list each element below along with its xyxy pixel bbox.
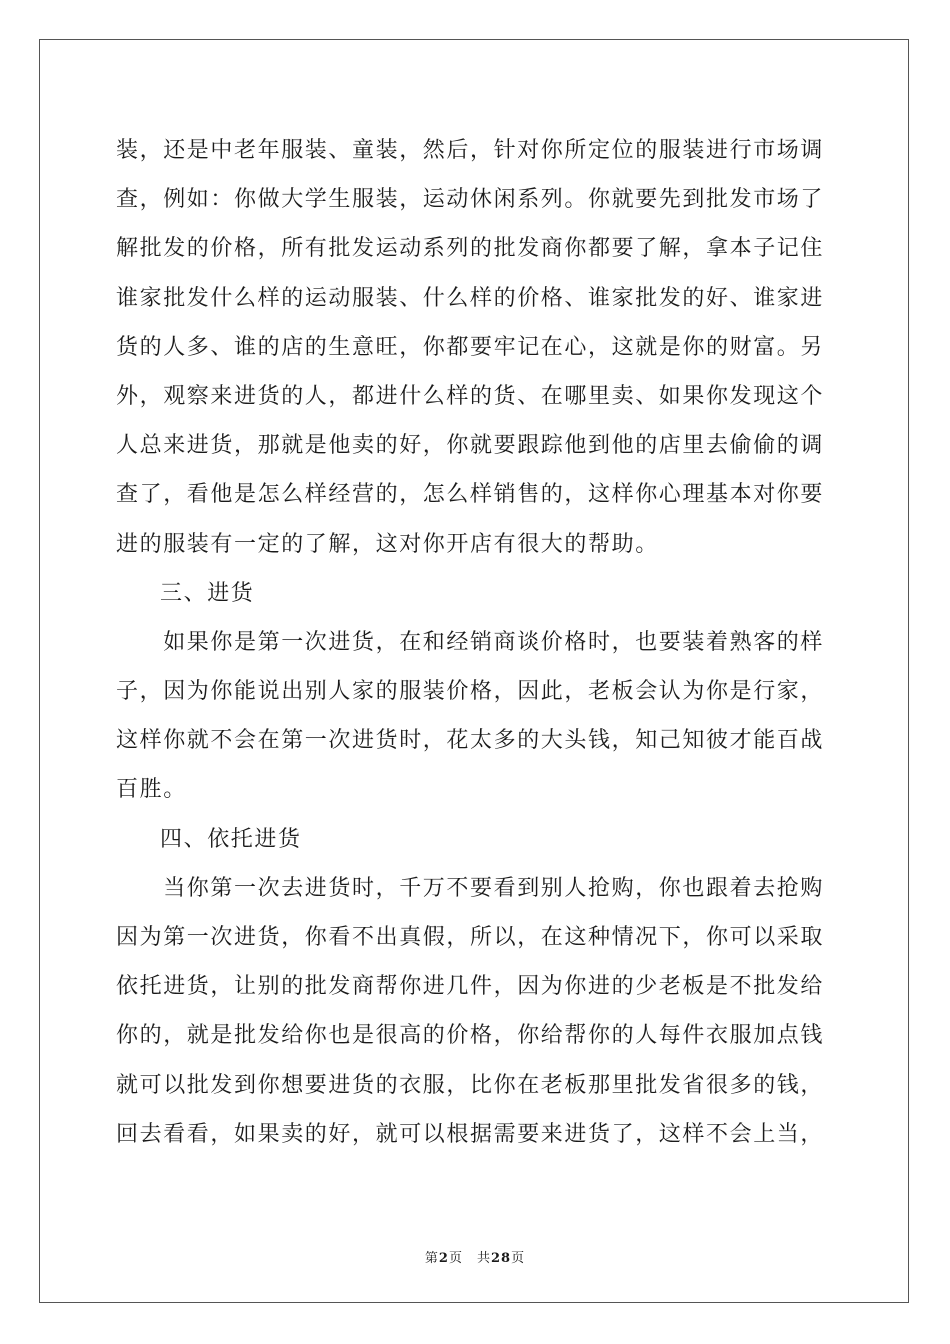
- text-line: 如果你是第一次进货，在和经销商谈价格时，也要装着熟客的样: [116, 629, 825, 655]
- text-line: 装，还是中老年服装、童装，然后，针对你所定位的服装进行市场调: [116, 138, 825, 163]
- text-line: 谁家批发什么样的运动服装、什么样的价格、谁家批发的好、谁家进: [116, 285, 825, 311]
- text-line: 你的，就是批发给你也是很高的价格，你给帮你的人每件衣服加点钱: [116, 1023, 825, 1049]
- text-line: 解批发的价格，所有批发运动系列的批发商你都要了解，拿本子记住: [116, 236, 825, 262]
- text-line: 就可以批发到你想要进货的衣服，比你在老板那里批发省很多的钱，: [116, 1072, 825, 1098]
- text-line: 外，观察来进货的人，都进什么样的货、在哪里卖、如果你发现这个: [116, 383, 825, 409]
- text-line: 依托进货，让别的批发商帮你进几件，因为你进的少老板是不批发给: [116, 974, 825, 1000]
- page-number: 2: [438, 1251, 449, 1266]
- section-heading: 三、进货: [160, 580, 255, 606]
- text-line: 当你第一次去进货时，千万不要看到别人抢购，你也跟着去抢购: [116, 875, 825, 901]
- total-prefix: 共: [476, 1251, 491, 1266]
- document-body: [116, 131, 836, 1164]
- text-line: 查，例如：你做大学生服装，运动休闲系列。你就要先到批发市场了: [116, 187, 825, 213]
- text-line: 查了，看他是怎么样经营的，怎么样销售的，这样你心理基本对你要: [116, 482, 825, 508]
- text-line: 人总来进货，那就是他卖的好，你就要跟踪他到他的店里去偷偷的调: [116, 433, 825, 459]
- text-line: 子，因为你能说出别人家的服装价格，因此，老板会认为你是行家，: [116, 679, 825, 705]
- text-line: 回去看看，如果卖的好，就可以根据需要来进货了，这样不会上当，: [116, 1121, 825, 1147]
- section-heading: 四、依托进货: [160, 826, 302, 852]
- page-prefix: 第: [424, 1251, 439, 1266]
- page-suffix: 页: [448, 1251, 463, 1266]
- text-line: 百胜。: [116, 777, 187, 803]
- text-line: 货的人多、谁的店的生意旺，你都要牢记在心，这就是你的财富。另: [116, 334, 825, 360]
- page-footer: [0, 1247, 950, 1266]
- total-suffix: 页: [511, 1251, 526, 1266]
- text-line: 这样你就不会在第一次进货时，花太多的大头钱，知己知彼才能百战: [116, 728, 825, 754]
- text-line: 因为第一次进货，你看不出真假，所以，在这种情况下，你可以采取: [116, 925, 825, 950]
- total-pages: 28: [490, 1251, 512, 1266]
- text-line: 进的服装有一定的了解，这对你开店有很大的帮助。: [116, 531, 659, 557]
